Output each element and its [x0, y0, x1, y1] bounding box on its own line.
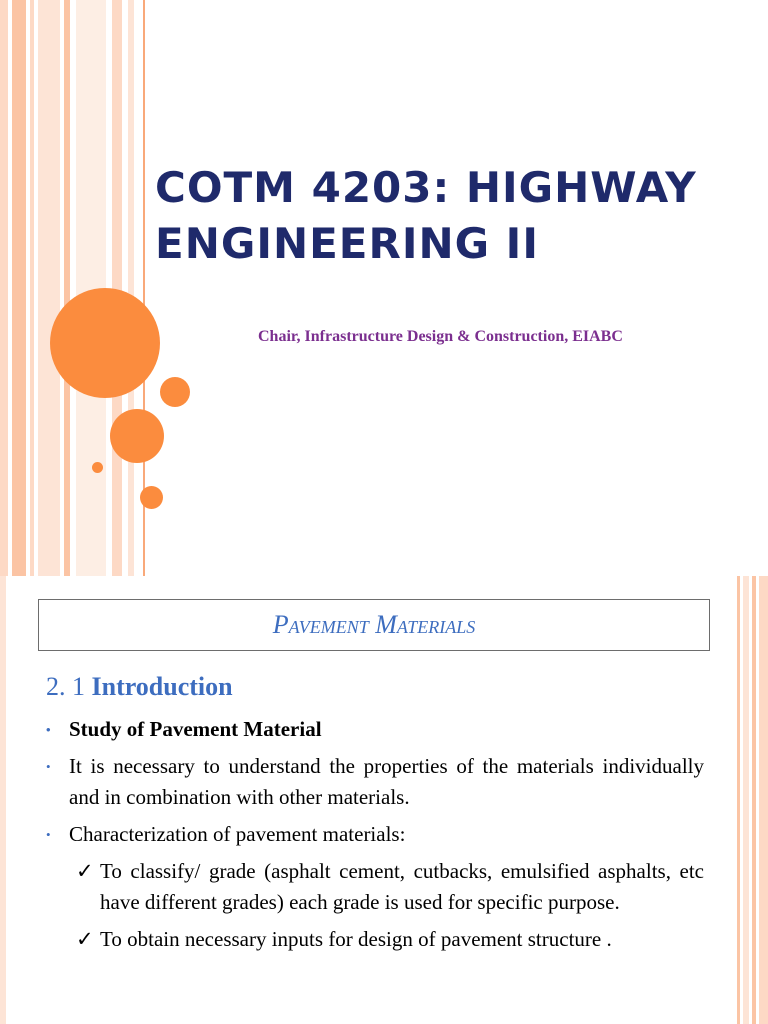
- sub-list-item: [46, 856, 704, 918]
- small-circle-decoration: [160, 377, 190, 407]
- checkmark-icon: ✓: [76, 927, 94, 951]
- list-item: [46, 819, 704, 850]
- checkmark-icon: ✓: [76, 859, 94, 883]
- bullet-icon: •: [46, 722, 51, 737]
- list-item: [46, 751, 704, 813]
- decorative-stripe: [759, 576, 768, 1024]
- sub-item-text: To obtain necessary inputs for design of pavement structure .: [100, 927, 612, 951]
- course-title: COTM 4203: HIGHWAY ENGINEERING II: [155, 163, 697, 268]
- large-circle-decoration: [50, 288, 160, 398]
- decorative-stripe: [38, 0, 60, 576]
- slide-title-box: [38, 599, 710, 651]
- slide-title: Pavement Materials: [272, 610, 476, 639]
- decorative-stripe: [12, 0, 26, 576]
- bullet-icon: •: [46, 759, 51, 774]
- department-subtitle: Chair, Infrastructure Design & Construction, EIABC: [258, 328, 623, 345]
- small-circle-decoration: [140, 486, 163, 509]
- decorative-stripe: [64, 0, 70, 576]
- section-title: Introduction: [91, 672, 233, 701]
- sub-item-text: To classify/ grade (asphalt cement, cutbacks, emulsified asphalts, etc have different grades) each grade is used for specific purpose.: [100, 859, 704, 914]
- bullet-text: Study of Pavement Material: [69, 717, 322, 741]
- tiny-circle-decoration: [92, 462, 103, 473]
- bullet-icon: •: [46, 827, 51, 842]
- decorative-stripe: [0, 576, 6, 1024]
- section-heading: [46, 672, 233, 702]
- medium-circle-decoration: [110, 409, 164, 463]
- decorative-stripe: [128, 0, 134, 576]
- content-slide: [0, 576, 768, 1024]
- bullet-text: Characterization of pavement materials:: [69, 822, 406, 846]
- bullet-text: It is necessary to understand the properties of the materials individually and in combination with other materials.: [69, 754, 704, 809]
- decorative-stripe: [0, 0, 8, 576]
- decorative-stripe: [752, 576, 756, 1024]
- decorative-stripe: [743, 576, 749, 1024]
- decorative-stripe: [737, 576, 740, 1024]
- slide-body: [46, 714, 704, 961]
- sub-list-item: [46, 924, 704, 955]
- section-number: 2. 1: [46, 672, 85, 701]
- list-item: [46, 714, 704, 745]
- decorative-stripe: [30, 0, 34, 576]
